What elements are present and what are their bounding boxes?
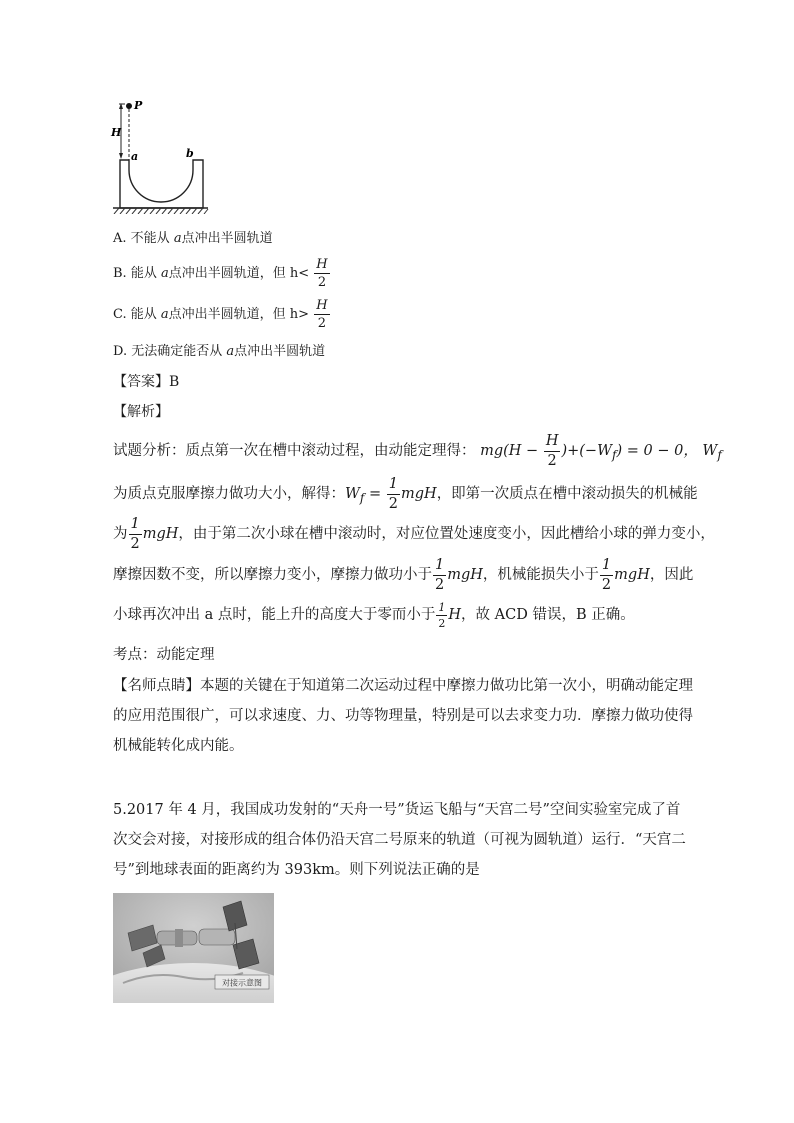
analysis-l4-fraction-2: $\frac{1}{2}$ (601, 557, 612, 593)
option-c-var: a (160, 307, 169, 322)
option-d-text-pre: 无法确定能否从 (131, 344, 227, 359)
analysis-line-2: 为质点克服摩擦力做功大小，解得：$W_f$ = $\frac{1}{2}$ mgH，即第一次质点在槽中滚动损失的机械能 (113, 476, 698, 512)
option-b-text-post: 点冲出半圆轨道，但 h< (168, 266, 310, 281)
docking-photo (113, 893, 274, 1003)
option-b-text-pre: 能从 (130, 266, 161, 281)
answer-line (113, 372, 179, 392)
analysis-l2-fraction: $\frac{1}{2}$ (388, 476, 398, 512)
docking-photo-svg (113, 893, 274, 1003)
groove-svg (108, 98, 214, 214)
label-a: a (131, 150, 139, 163)
option-b-prefix: B. (113, 266, 127, 281)
option-b-fraction: $\frac{H}{2}$ (316, 257, 328, 290)
analysis-l1-text: 试题分析：质点第一次在槽中滚动过程，由动能定理得： (113, 443, 476, 459)
option-a (113, 229, 273, 249)
teacher-note-line-2: 的应用范围很广，可以求速度、力、功等物理量，特别是可以去求变力功．摩擦力做功使得 (113, 708, 693, 724)
teacher-note-line-1: 【名师点睛】本题的关键在于知道第二次运动过程中摩擦力做功比第一次小，明确动能定理 (113, 678, 693, 694)
analysis-line-3: 为 $\frac{1}{2}$ mgH，由于第二次小球在槽中滚动时，对应位置处速度变小，因此槽给小球的弹力变小， (113, 516, 715, 552)
analysis-l1-fraction: $\frac{H}{2}$ (545, 433, 559, 469)
analysis-line-1: 试题分析：质点第一次在槽中滚动过程，由动能定理得： mg(H − $\frac{H}{2}$ )$+(-W_f) = 0 - 0$， $W_f$ (113, 433, 722, 469)
option-a-text-pre: 不能从 (130, 231, 174, 246)
analysis-l4-fraction-1: $\frac{1}{2}$ (435, 557, 445, 593)
option-d-text-post: 点冲出半圆轨道 (234, 344, 326, 359)
option-c-text-post: 点冲出半圆轨道，但 h> (168, 307, 310, 322)
answer-label: 【答案】 (113, 374, 169, 390)
analysis-line-4: 摩擦因数不变，所以摩擦力变小，摩擦力做功小于 $\frac{1}{2}$ mgH，机械能损失小于 $\frac{1}{2}$ mgH，因此 (113, 557, 694, 593)
option-c-fraction: $\frac{H}{2}$ (316, 298, 328, 331)
answer-value: B (169, 374, 180, 390)
analysis-line-5: 小球再次冲出 a 点时，能上升的高度大于零而小于 $\frac{1}{2}$ H，故 ACD 错误，B 正确。 (113, 600, 635, 630)
option-d-var: a (226, 344, 235, 359)
label-h: H (111, 126, 122, 139)
label-b: b (186, 147, 194, 160)
option-a-prefix: A. (113, 231, 127, 246)
label-p: P (134, 99, 143, 112)
option-d (113, 342, 325, 362)
question5-line-3: 号”到地球表面的距离约为 393km。则下列说法正确的是 (113, 862, 480, 878)
analysis-l5-fraction: $\frac{1}{2}$ (438, 600, 446, 630)
option-b-var: a (160, 266, 169, 281)
photo-caption: 对接示意图 (222, 978, 262, 988)
groove-diagram (108, 98, 214, 214)
analysis-label: 【解析】 (113, 404, 169, 420)
point-p-marker (126, 103, 132, 109)
option-c (113, 296, 331, 334)
option-b (113, 255, 331, 293)
analysis-l3-fraction: $\frac{1}{2}$ (130, 516, 140, 552)
question5-line-1: 5.2017 年 4 月，我国成功发射的“天舟一号”货运飞船与“天宫二号”空间实验室完成了首 (113, 802, 681, 818)
option-a-text-post: 点冲出半圆轨道 (181, 231, 273, 246)
option-c-prefix: C. (113, 307, 127, 322)
option-d-prefix: D. (113, 344, 128, 359)
groove-block (120, 160, 203, 208)
option-c-text-pre: 能从 (130, 307, 161, 322)
teacher-note-line-3: 机械能转化成内能。 (113, 738, 244, 754)
question5-line-2: 次交会对接，对接形成的组合体仍沿天宫二号原来的轨道（可视为圆轨道）运行．“天宫二 (113, 832, 686, 848)
option-a-var: a (173, 231, 182, 246)
ground-hatch (114, 208, 208, 214)
teacher-note-label: 【名师点睛】 (113, 678, 200, 694)
kaodian-line: 考点：动能定理 (113, 647, 215, 663)
